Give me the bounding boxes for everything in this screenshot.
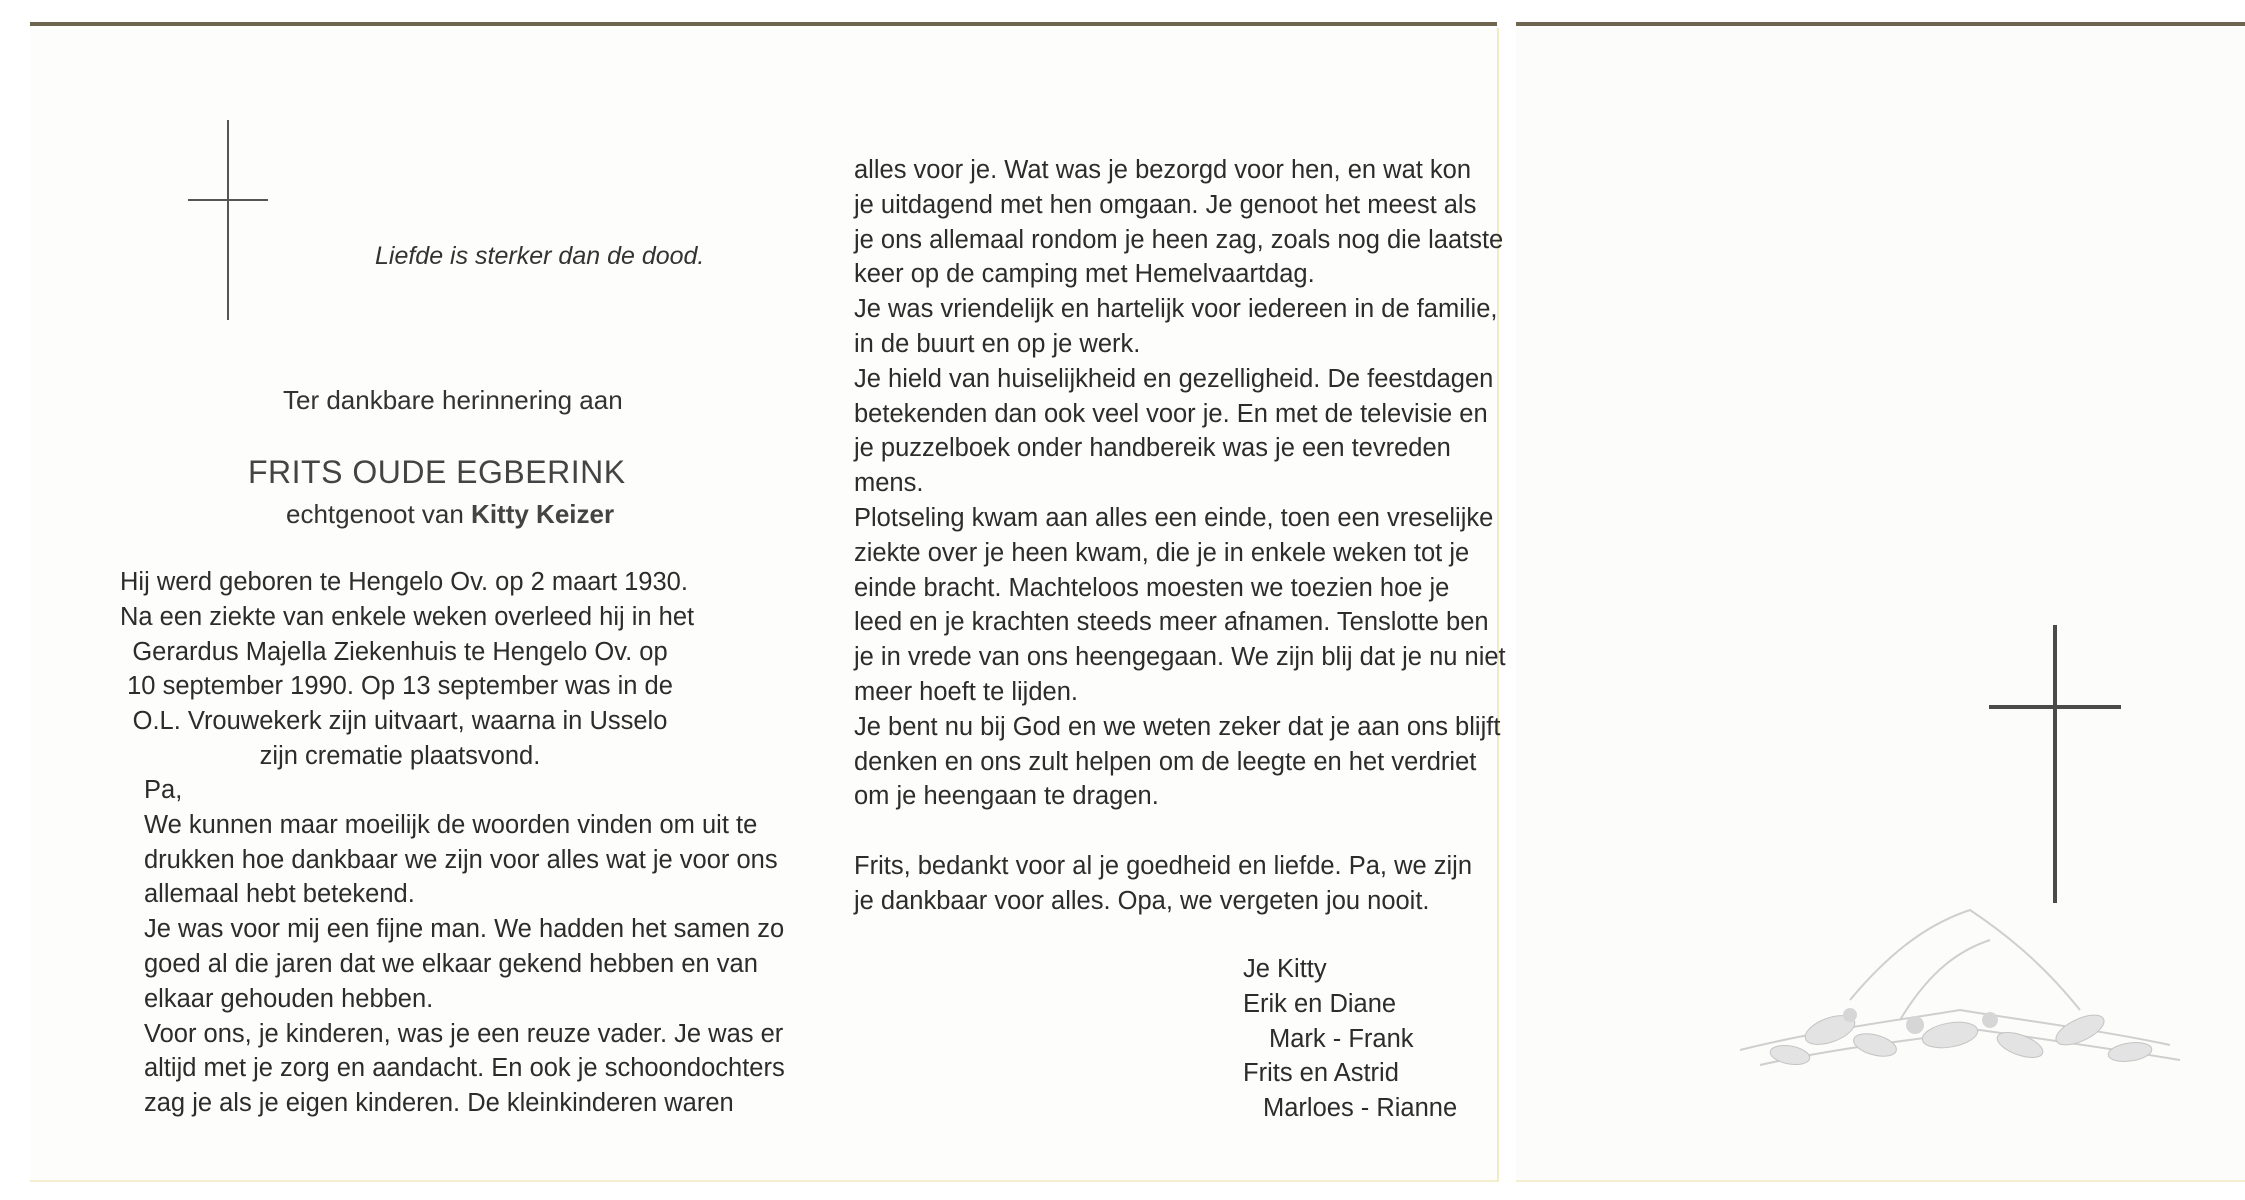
- letter-line: zag je als je eigen kinderen. De kleinkinderen waren: [144, 1089, 734, 1118]
- signature-line: Frits en Astrid: [1243, 1059, 1399, 1088]
- letter-line: altijd met je zorg en aandacht. En ook je schoondochters: [144, 1054, 785, 1083]
- letter-line: betekenden dan ook veel voor je. En met de televisie en: [854, 399, 1488, 428]
- motto: Liefde is sterker dan de dood.: [375, 242, 705, 270]
- bio-line: zijn crematie plaatsvond.: [259, 741, 541, 770]
- bio-line: Gerardus Majella Ziekenhuis te Hengelo Ov. op: [132, 637, 668, 666]
- closing-line: Frits, bedankt voor al je goedheid en liefde. Pa, we zijn: [854, 851, 1473, 880]
- letter-line: je uitdagend met hen omgaan. Je genoot het meest als: [854, 190, 1477, 219]
- letter-line: in de buurt en op je werk.: [854, 329, 1141, 358]
- spouse-prefix: echtgenoot van: [286, 499, 472, 529]
- letter-line: je in vrede van ons heengegaan. We zijn blij dat je nu niet: [854, 643, 1506, 672]
- letter-line: drukken hoe dankbaar we zijn voor alles wat je voor ons: [144, 845, 778, 874]
- bio-line: Na een ziekte van enkele weken overleed hij in het: [120, 602, 695, 631]
- biography: [120, 565, 695, 774]
- card-top-edge-right: [1516, 22, 2245, 26]
- letter-right-column: [854, 153, 1506, 919]
- letter-line: einde bracht. Machteloos moesten we toezien hoe je: [854, 573, 1450, 602]
- letter-line: je ons allemaal rondom je heen zag, zoals nog die laatste: [854, 225, 1504, 254]
- letter-line: allemaal hebt betekend.: [144, 880, 415, 909]
- intro-text: Ter dankbare herinnering aan: [283, 385, 623, 415]
- bio-line: 10 september 1990. Op 13 september was in de: [127, 672, 673, 701]
- cross-icon-large: [1989, 625, 2121, 903]
- signature-line: Je Kitty: [1243, 955, 1327, 983]
- signatures: [1243, 952, 1457, 1126]
- letter-line: keer op de camping met Hemelvaartdag.: [854, 260, 1315, 289]
- memorial-card-inside: [30, 28, 1506, 1182]
- cross-icon: [188, 120, 268, 320]
- letter-line: Plotseling kwam aan alles een einde, toen een vreselijke: [854, 503, 1494, 532]
- flowers-illustration: [1700, 880, 2200, 1100]
- letter-line: Je bent nu bij God en we weten zeker dat je aan ons blijft: [854, 712, 1501, 741]
- letter-line: je puzzelboek onder handbereik was je een tevreden: [854, 434, 1451, 463]
- letter-line: mens.: [854, 469, 924, 498]
- letter-line: goed al die jaren dat we elkaar gekend hebben en van: [144, 949, 758, 978]
- letter-line: Je hield van huiselijkheid en gezelligheid. De feestdagen: [854, 364, 1494, 393]
- signature-line: Marloes - Rianne: [1263, 1094, 1458, 1123]
- closing-line: je dankbaar voor alles. Opa, we vergeten jou nooit.: [854, 886, 1430, 915]
- letter-line: meer hoeft te lijden.: [854, 677, 1078, 706]
- letter-line: denken en ons zult helpen om de leegte en het verdriet: [854, 747, 1477, 776]
- letter-line: We kunnen maar moeilijk de woorden vinden om uit te: [144, 810, 758, 839]
- deceased-name: FRITS OUDE EGBERINK: [248, 454, 626, 490]
- letter-line: Voor ons, je kinderen, was je een reuze vader. Je was er: [144, 1019, 784, 1048]
- letter-line: elkaar gehouden hebben.: [144, 984, 434, 1013]
- letter-line: Pa,: [144, 776, 183, 804]
- letter-line: om je heengaan te dragen.: [854, 782, 1159, 811]
- letter-line: Je was vriendelijk en hartelijk voor iedereen in de familie,: [854, 295, 1498, 324]
- signature-line: Erik en Diane: [1243, 989, 1397, 1018]
- spouse-line: [286, 499, 614, 530]
- card-top-edge-left: [30, 22, 1497, 26]
- letter-line: leed en je krachten steeds meer afnamen. Tenslotte ben: [854, 608, 1489, 637]
- letter-line: Je was voor mij een fijne man. We hadden het samen zo: [144, 915, 785, 944]
- bio-line: O.L. Vrouwekerk zijn uitvaart, waarna in Usselo: [132, 707, 668, 736]
- spouse-name: Kitty Keizer: [471, 499, 615, 529]
- bio-line: Hij werd geboren te Hengelo Ov. op 2 maart 1930.: [120, 568, 688, 596]
- letter-left-column: [144, 773, 785, 1121]
- letter-line: ziekte over je heen kwam, die je in enkele weken tot je: [854, 538, 1470, 567]
- letter-line: alles voor je. Wat was je bezorgd voor hen, en wat kon: [854, 156, 1472, 184]
- signature-line: Mark - Frank: [1269, 1024, 1414, 1053]
